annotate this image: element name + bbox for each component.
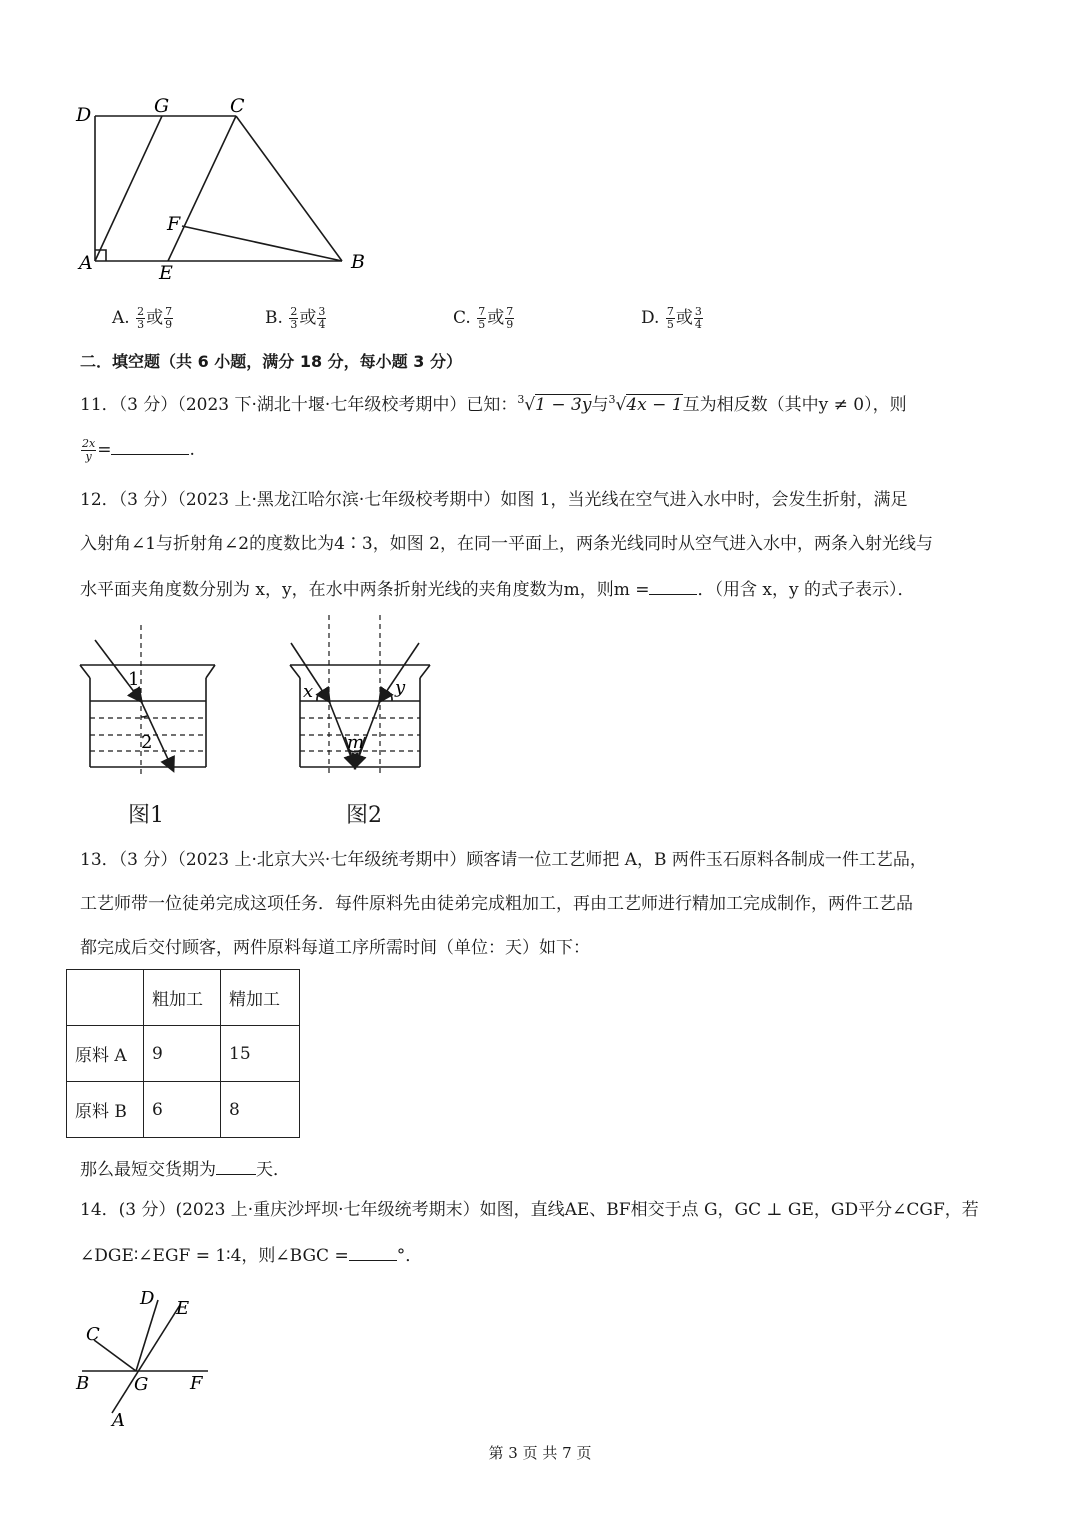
option-c[interactable]: C. $\frac{7}{5}$ 或 $\frac{7}{9}$	[453, 305, 514, 331]
label-E: E	[176, 1298, 190, 1319]
q11-answer-blank[interactable]	[111, 436, 189, 455]
intersecting-lines-figure	[70, 1285, 220, 1430]
label-D: D	[76, 104, 92, 126]
q13-line2: 工艺师带一位徒弟完成这项任务．每件原料先由徒弟完成粗加工，再由工艺师进行精加工完成制作，两件工艺品	[80, 894, 913, 914]
q13-answer-line: 那么最短交货期为 天．	[80, 1156, 290, 1182]
label-G: G	[154, 95, 170, 117]
page-footer: 第 3 页 共 7 页	[488, 1444, 592, 1462]
label-D: D	[140, 1288, 155, 1309]
table-row	[67, 1082, 300, 1138]
angle-2-label: 2	[141, 732, 153, 753]
process-time-table	[66, 969, 300, 1138]
q11-line1: 11．（3 分）（2023 下·湖北十堰·七年级校考期中）已知：$^3$√1 − 3y与$^3$√4x − 1互为相反数（其中y ≠ 0），则	[80, 393, 907, 415]
label-F: F	[167, 213, 181, 235]
q12-answer-blank[interactable]	[649, 576, 697, 595]
figure-1-caption: 图1	[128, 803, 164, 828]
quadrilateral-figure	[70, 95, 380, 285]
cube-root-1: 3	[517, 393, 525, 406]
label-C: C	[230, 95, 245, 117]
q13-answer-blank[interactable]	[216, 1156, 256, 1175]
refraction-figure-1	[75, 625, 225, 775]
angle-x-label: x	[303, 681, 314, 702]
q14-line1: 14．(3 分）(2023 上·重庆沙坪坝·七年级统考期末）如图，直线AE、BF相交于点 G，GC ⊥ GE，GD平分∠CGF，若	[80, 1200, 979, 1220]
label-B: B	[76, 1373, 90, 1394]
table-header-row	[67, 970, 300, 1026]
option-d[interactable]: D. $\frac{7}{5}$ 或 $\frac{3}{4}$	[641, 305, 702, 331]
q11-line2: $\frac{2x}{y}$ = .	[82, 437, 195, 463]
label-G: G	[134, 1374, 149, 1395]
angle-1-label: 1	[128, 669, 140, 690]
section-title: 二．填空题（共 6 小题，满分 18 分，每小题 3 分）	[80, 352, 462, 371]
label-A: A	[112, 1410, 125, 1430]
label-F: F	[190, 1373, 203, 1394]
q13-line3: 都完成后交付顾客，两件原料每道工序所需时间（单位：天）如下：	[80, 938, 590, 958]
table-cell: 原料 B	[67, 1082, 144, 1138]
table-header-cell: 精加工	[221, 970, 300, 1026]
table-cell: 15	[221, 1026, 300, 1082]
q12-line3: 水平面夹角度数分别为 x，y，在水中两条折射光线的夹角度数为m，则m = ．（用含 x，y 的式子表示）．	[80, 576, 914, 602]
angle-m-label: m	[347, 732, 365, 753]
table-cell: 9	[144, 1026, 221, 1082]
table-cell: 原料 A	[67, 1026, 144, 1082]
option-b[interactable]: B. $\frac{2}{3}$ 或 $\frac{3}{4}$	[265, 305, 326, 331]
q12-line1: 12．（3 分）（2023 上·黑龙江哈尔滨·七年级校考期中）如图 1，当光线在空气进入水中时，会发生折射，满足	[80, 490, 908, 510]
label-E: E	[159, 262, 173, 284]
option-a[interactable]: A. $\frac{2}{3}$ 或 $\frac{7}{9}$	[112, 305, 173, 331]
label-A: A	[79, 252, 93, 274]
q13-line1: 13．（3 分）（2023 上·北京大兴·七年级统考期中）顾客请一位工艺师把 A，B 两件玉石原料各制成一件工艺品，	[80, 850, 927, 870]
label-C: C	[86, 1324, 100, 1345]
q12-line2: 入射角∠1与折射角∠2的度数比为4∶3，如图 2，在同一平面上，两条光线同时从空气进入水中，两条入射光线与	[80, 534, 933, 554]
label-B: B	[351, 251, 365, 273]
table-row	[67, 1026, 300, 1082]
table-cell: 8	[221, 1082, 300, 1138]
table-cell: 6	[144, 1082, 221, 1138]
figure-2-caption: 图2	[346, 803, 382, 828]
table-header-cell: 粗加工	[144, 970, 221, 1026]
angle-y-label: y	[395, 677, 406, 698]
q14-answer-blank[interactable]	[349, 1242, 397, 1261]
refraction-figure-2	[285, 615, 435, 775]
q14-line2: ∠DGE∶∠EGF = 1∶4，则∠BGC = °．	[80, 1242, 422, 1268]
table-header-cell	[67, 970, 144, 1026]
